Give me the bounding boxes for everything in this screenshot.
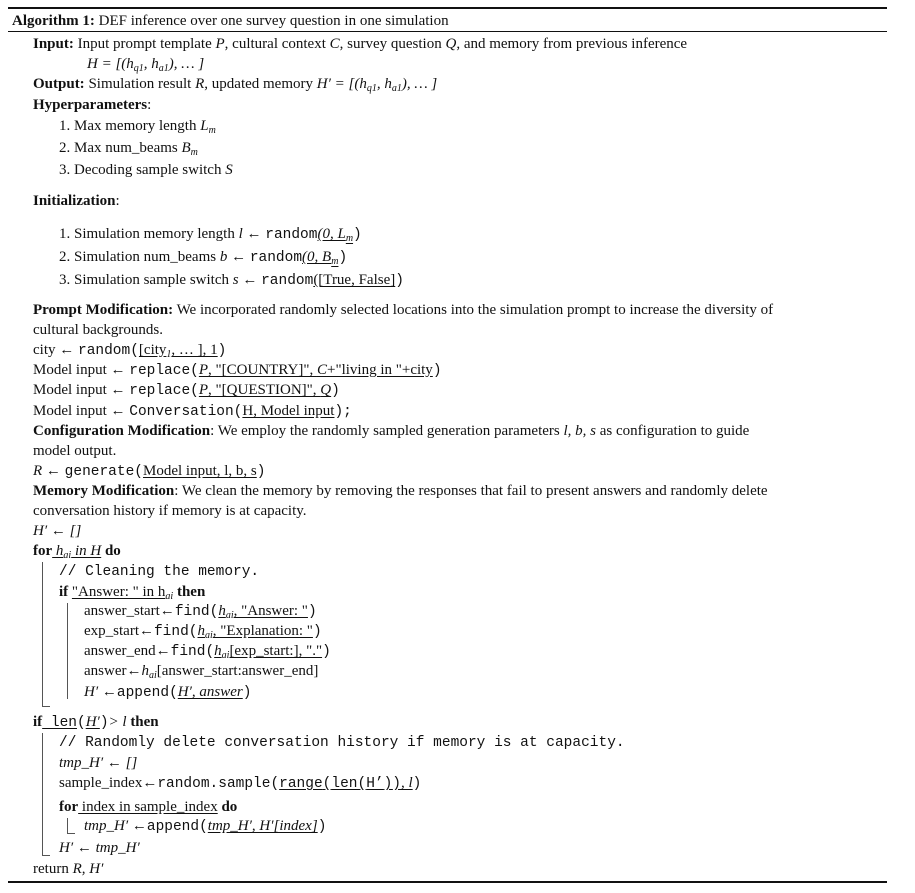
for2-scope-end — [67, 833, 75, 834]
generate-line: R ← generate(Model input, l, b, s) — [33, 463, 266, 480]
bottom-rule — [8, 881, 887, 883]
answer-end-line: $answer\_end\leftarrow find(h_{ai}[\exp\_start:]$, ".") — [84, 643, 331, 661]
comment-cleaning: // Cleaning the memory. — [59, 564, 260, 580]
if2-scope-end — [42, 855, 50, 856]
prompt-modification-line2: cultural backgrounds. — [33, 322, 163, 338]
init-item-1: 1. Simulation memory length l ← random(0, $L_m$) — [59, 226, 362, 244]
if1-scope-bar — [67, 603, 68, 699]
initialization-heading: Initialization: — [33, 193, 120, 209]
top-rule — [8, 7, 887, 9]
title-rule — [8, 31, 887, 32]
for-loop-memory: for $h_{ai}$ in H do — [33, 543, 121, 561]
for-sample-index: for index in sample_index do — [59, 799, 238, 815]
memory-reassign: H′ ← tmp_H′ — [59, 840, 140, 856]
configuration-modification-line1: Configuration Modification: We employ the randomly sampled generation parameters l, b, s as configuration to guide — [33, 423, 750, 439]
hyper-item-2: 2. Max num_beams $B_m$ — [59, 140, 198, 158]
input-line: Input: Input prompt template P, cultural context C, survey question Q, and memory from previous inference — [33, 36, 688, 52]
for1-scope-end — [42, 706, 50, 707]
city-assign: city ← random([city$_1$, … ], 1) — [33, 342, 227, 360]
memory-modification-line2: conversation history if memory is at capacity. — [33, 503, 307, 519]
answer-slice-line: $answer\leftarrow h_{ai}[answer\_start:answer\_end]$ — [84, 663, 319, 681]
input-memory-line: $H = [(h_{q1}$, $h_{a1}$), … ] — [87, 56, 205, 74]
if-memory-capacity: if len(H′)> l then — [33, 714, 159, 731]
init-item-2: 2. Simulation num_beams b ← random(0, $B_m$) — [59, 249, 348, 267]
comment-random-delete: // Randomly delete conversation history if memory is at capacity. — [59, 735, 625, 751]
if-answer-in-h: if "Answer: " in $h_{ai}$ then — [59, 584, 206, 602]
tmp-init: tmp_H′ ← [] — [59, 755, 138, 771]
algorithm-title: Algorithm 1: DEF inference over one survey question in one simulation — [12, 13, 449, 29]
model-input-replace-question: Model input ← replace(P, "[QUESTION]", Q) — [33, 382, 340, 399]
exp-start-line: $\exp\_start\leftarrow find(h_{ai}$, "Explanation: ") — [84, 623, 322, 641]
hyper-item-3: 3. Decoding sample switch S — [59, 162, 233, 178]
hyperparameters-heading: Hyperparameters: — [33, 97, 152, 113]
sample-index-line: sample_index←random.sample(range(len(H’)), l) — [59, 775, 422, 792]
model-input-conversation: Model input ← Conversation(H, Model input); — [33, 403, 352, 420]
tmp-append-line: tmp_H′ ←append(tmp_H′, H′[index]) — [84, 818, 327, 835]
append-answer-line: H′ ←append(H′, answer) — [84, 684, 252, 701]
for1-scope-bar — [42, 562, 43, 707]
init-item-3: 3. Simulation sample switch s ← random([True, False]) — [59, 272, 404, 289]
memory-init: H′ ← [] — [33, 523, 82, 539]
if2-scope-bar — [42, 733, 43, 856]
model-input-replace-country: Model input ← replace(P, "[COUNTRY]", C+"living in "+city) — [33, 362, 442, 379]
prompt-modification-line1: Prompt Modification: We incorporated randomly selected locations into the simulation prompt to increase the diversity of — [33, 302, 774, 318]
for2-scope-bar — [67, 818, 68, 834]
return-line: return R, H′ — [33, 861, 104, 877]
answer-start-line: $answer\_start\leftarrow find(h_{ai}$, "Answer: ") — [84, 603, 317, 621]
output-line: Output: Simulation result R, updated memory $H' = [(h_{q1}$, $h_{a1}$), … ] — [33, 76, 438, 94]
configuration-modification-line2: model output. — [33, 443, 117, 459]
hyper-item-1: 1. Max memory length $L_m$ — [59, 118, 216, 136]
memory-modification-line1: Memory Modification: We clean the memory by removing the responses that fail to present answers and randomly delete — [33, 483, 768, 499]
